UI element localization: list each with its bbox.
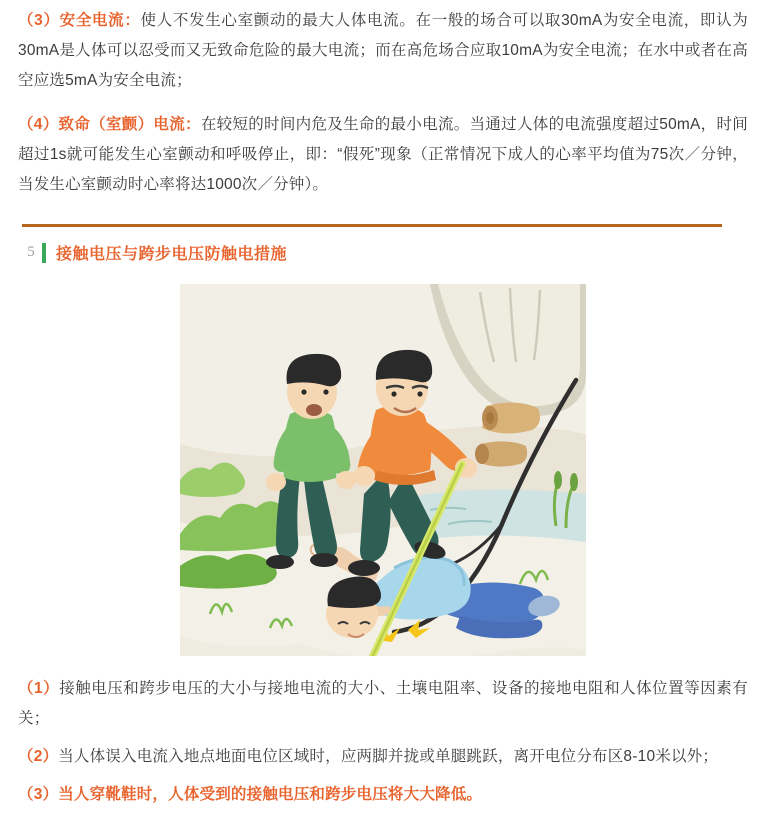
paragraph-lead: （2） [18, 748, 59, 765]
paragraph-group-top [18, 0, 748, 200]
paragraph-fatal-current [18, 102, 748, 200]
rescue-illustration [180, 284, 586, 656]
figure-container [18, 284, 748, 656]
paragraph-safe-current [18, 6, 748, 96]
paragraph-group-bottom [18, 674, 748, 810]
paragraph-body: 使人不发生心室颤动的最大人体电流。在一般的场合可以取30mA为安全电流，即认为30mA是人体可以忍受而又无致命危险的最大电流；而在高危场合应取10mA为安全电流；在水中或者在高空应选5mA为安全电流； [18, 12, 748, 89]
paragraph-body: 当人穿靴鞋时，人体受到的接触电压和跨步电压将大大降低。 [58, 786, 483, 803]
paragraph-body: 接触电压和跨步电压的大小与接地电流的大小、土壤电阻率、设备的接地电阻和人体位置等因素有关； [18, 680, 748, 727]
section-accent-bar [42, 243, 46, 263]
paragraph-measure-3 [18, 780, 748, 810]
paragraph-lead: （3）安全电流： [18, 12, 141, 29]
paragraph-body: 在较短的时间内危及生命的最小电流。当通过人体的电流强度超过50mA，时间超过1s就可能发生心室颤动和呼吸停止，即：“假死”现象（正常情况下成人的心率平均值为75次／分钟，当发生心室颤动时心率将达1000次／分钟）。 [18, 116, 748, 193]
paragraph-lead: （3） [18, 786, 59, 803]
rescue-illustration-svg [180, 284, 586, 656]
section-title: 接触电压与跨步电压防触电措施 [56, 246, 288, 263]
section-number: 5 [27, 244, 35, 260]
paragraph-measure-2 [18, 742, 748, 772]
paragraph-lead: （1） [18, 680, 60, 697]
paragraph-body: 当人体误入电流入地点地面电位区域时，应两脚并拢或单腿跳跃，离开电位分布区8-10米以外； [58, 748, 719, 765]
paragraph-measure-1 [18, 674, 748, 734]
section-divider-rule [22, 224, 722, 227]
section-title-row [20, 241, 748, 264]
paragraph-lead: （4）致命（室颤）电流： [18, 116, 201, 133]
section-header [18, 224, 748, 264]
